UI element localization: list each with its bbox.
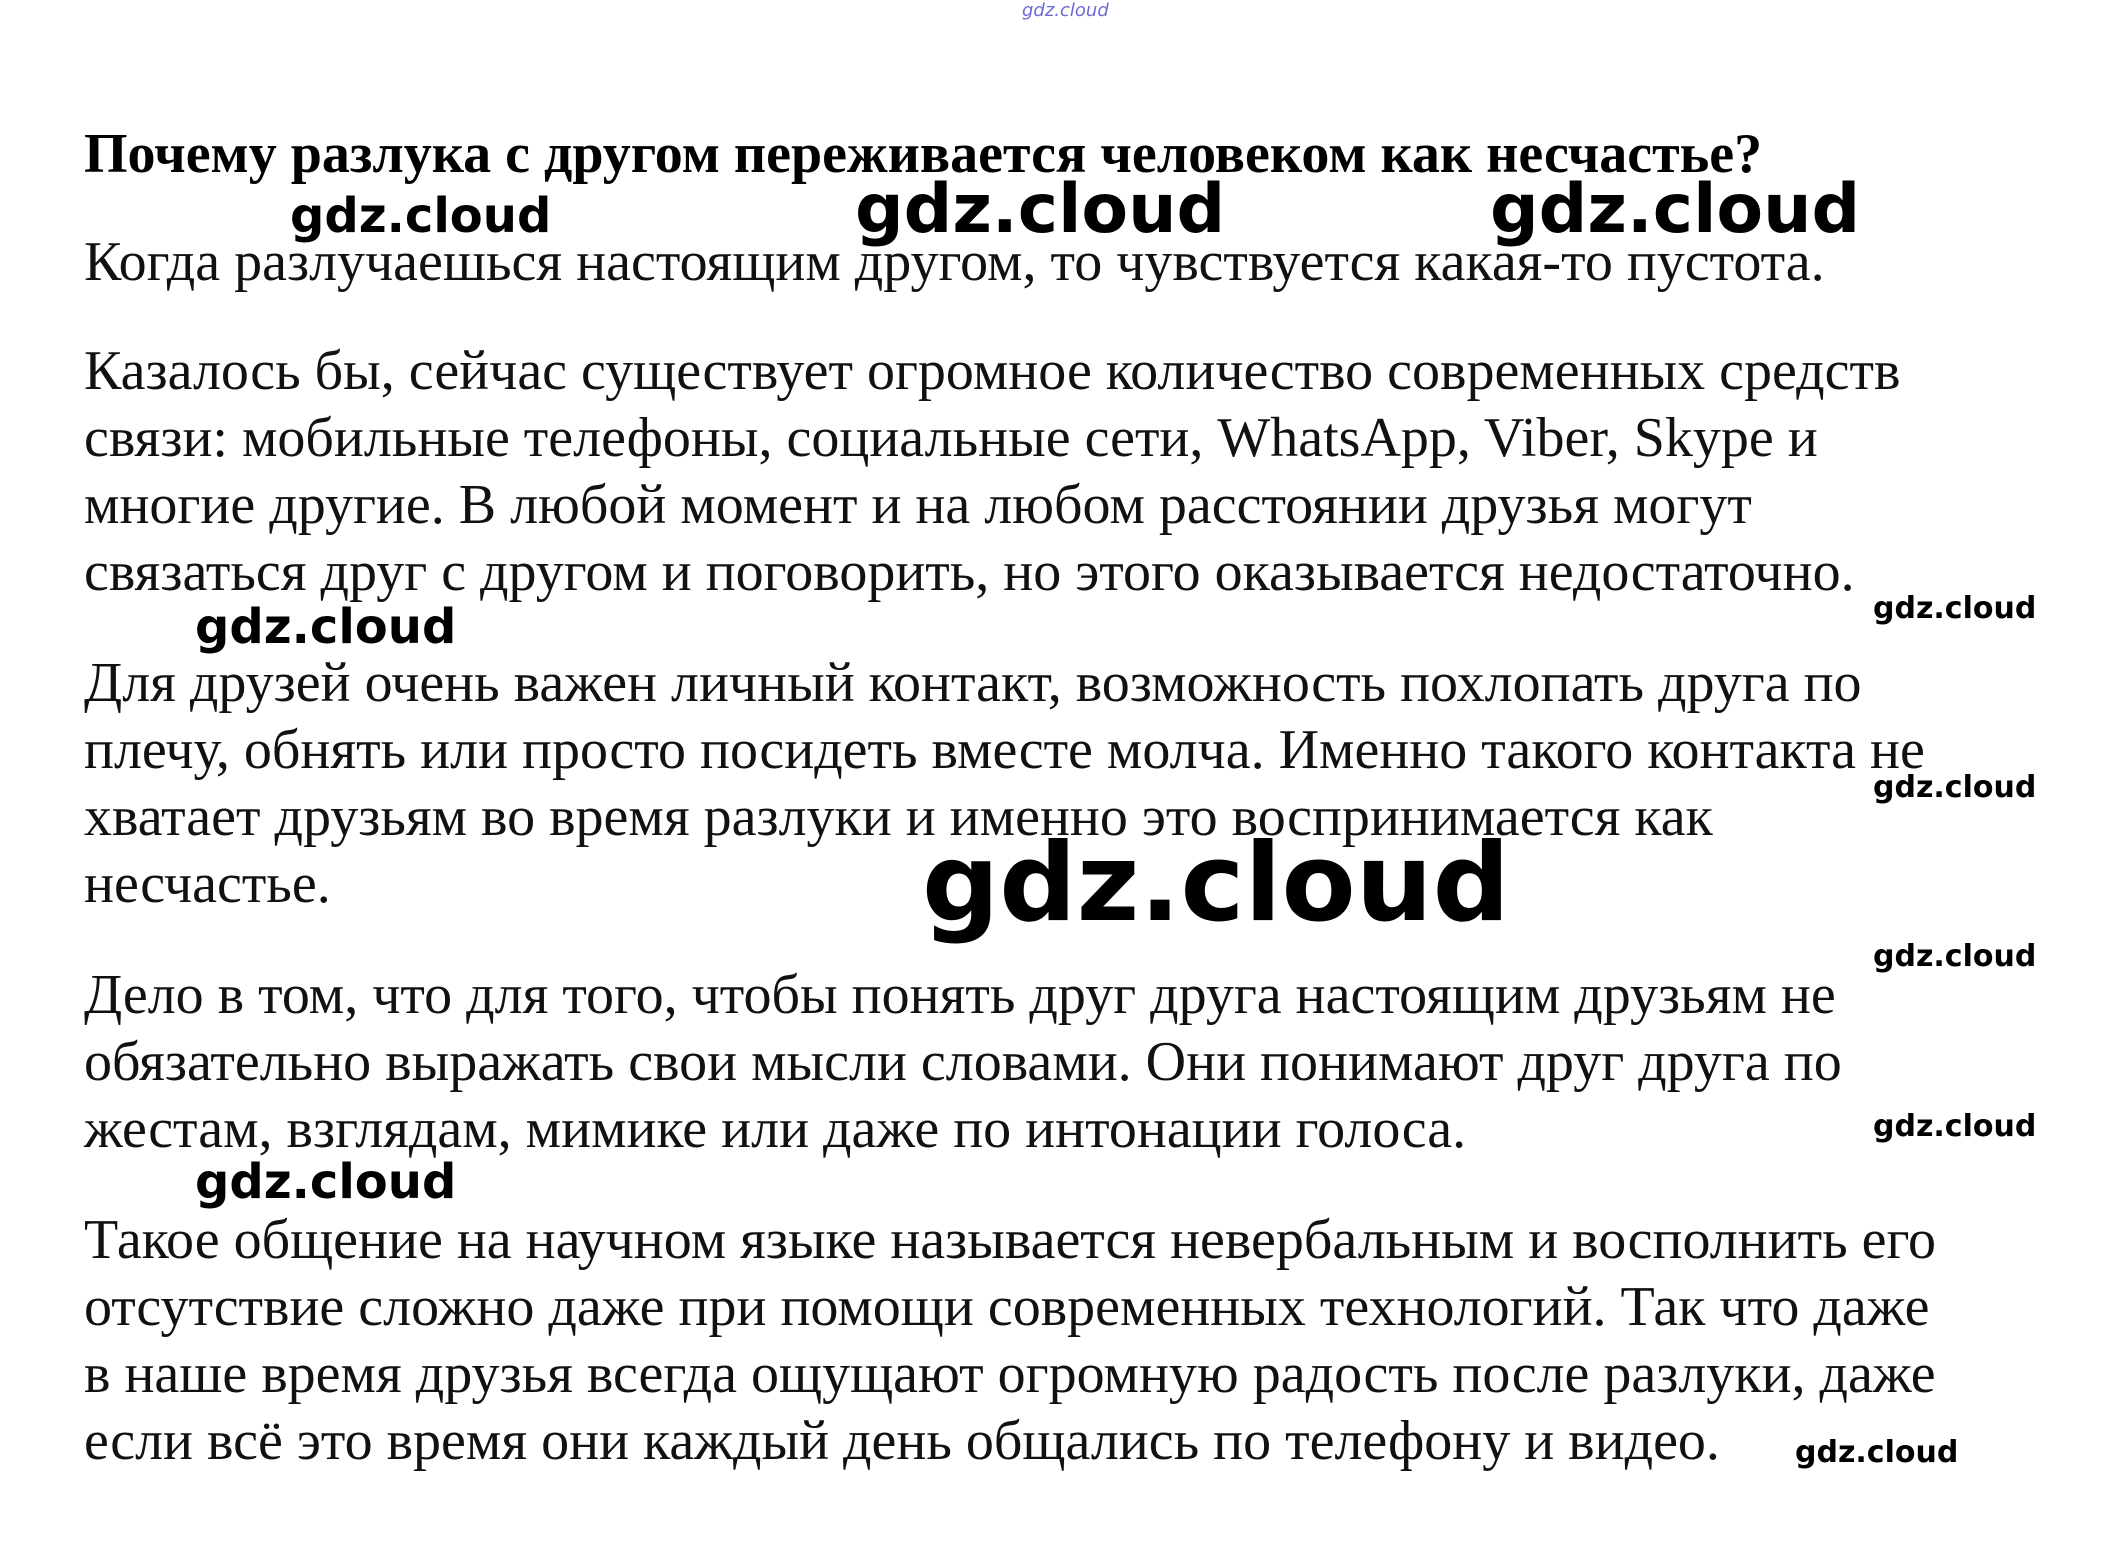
- watermark: gdz.cloud: [195, 1154, 457, 1210]
- watermark: gdz.cloud: [1873, 1109, 2037, 1144]
- text-line: Дело в том, что для того, чтобы понять друг друга настоящим друзьям не: [84, 964, 1836, 1026]
- watermark: gdz.cloud: [1873, 939, 2037, 974]
- watermark: gdz.cloud: [855, 170, 1226, 249]
- text-line: Казалось бы, сейчас существует огромное количество современных средств: [84, 340, 1901, 402]
- watermark-top: gdz.cloud: [1022, 0, 1109, 21]
- page-title: Почему разлука с другом переживается человеком как несчастье?: [84, 123, 1763, 185]
- text-line: в наше время друзья всегда ощущают огромную радость после разлуки, даже: [84, 1343, 1936, 1405]
- text-line: связи: мобильные телефоны, социальные сети, WhatsApp, Viber, Skype и: [84, 407, 1818, 469]
- text-line: Для друзей очень важен личный контакт, возможность похлопать друга по: [84, 652, 1862, 714]
- paragraph-2: [84, 338, 1900, 606]
- watermark: gdz.cloud: [1795, 1435, 1959, 1470]
- text-line: плечу, обнять или просто посидеть вместе молча. Именно такого контакта не: [84, 719, 1925, 781]
- paragraph-5: [84, 1207, 1936, 1475]
- text-line: хватает друзьям во время разлуки и именно это воспринимается как: [84, 786, 1713, 848]
- watermark: gdz.cloud: [922, 821, 1510, 946]
- watermark: gdz.cloud: [195, 599, 457, 655]
- paragraph-4: [84, 962, 1842, 1163]
- watermark: gdz.cloud: [1873, 770, 2037, 805]
- text-line: многие другие. В любой момент и на любом расстоянии друзья могут: [84, 474, 1752, 536]
- paragraph-1: [84, 229, 1825, 296]
- watermark: gdz.cloud: [1873, 591, 2037, 626]
- text-line: жестам, взглядам, мимике или даже по интонации голоса.: [84, 1098, 1467, 1160]
- watermark: gdz.cloud: [290, 188, 552, 244]
- text-line: связаться друг с другом и поговорить, но этого оказывается недостаточно.: [84, 541, 1855, 603]
- text-line: отсутствие сложно даже при помощи современных технологий. Так что даже: [84, 1276, 1930, 1338]
- text-line: несчастье.: [84, 853, 331, 915]
- text-line: Когда разлучаешься настоящим другом, то чувствуется какая-то пустота.: [84, 231, 1825, 293]
- text-line: Такое общение на научном языке называется невербальным и восполнить его: [84, 1209, 1937, 1271]
- text-line: обязательно выражать свои мысли словами. Они понимают друг друга по: [84, 1031, 1842, 1093]
- watermark: gdz.cloud: [1490, 170, 1861, 249]
- text-line: если всё это время они каждый день общались по телефону и видео.: [84, 1410, 1720, 1472]
